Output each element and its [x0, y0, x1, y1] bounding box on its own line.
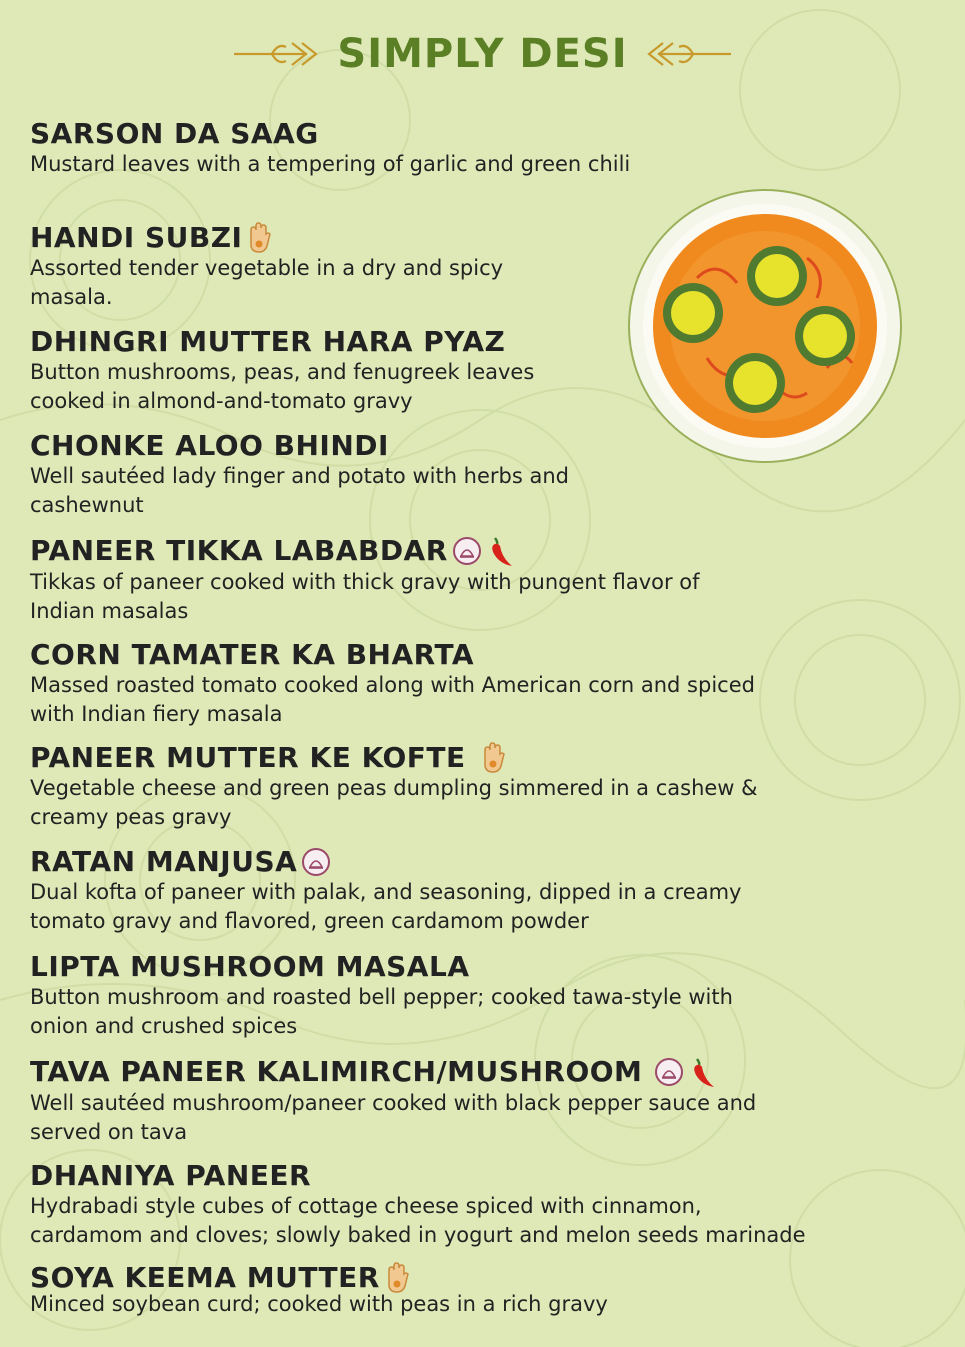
dish-name: RATAN MANJUSA: [30, 845, 298, 878]
desc-line: Assorted tender vegetable in a dry and spicy: [30, 256, 504, 280]
menu-item: [30, 430, 569, 520]
desc-line: cashewnut: [30, 493, 144, 517]
menu-item: [30, 1262, 608, 1319]
menu-item: [30, 326, 534, 416]
dish-name: PANEER TIKKA LABABDAR: [30, 534, 448, 567]
desc-line: with Indian fiery masala: [30, 702, 283, 726]
chef-hand-icon: [246, 222, 272, 254]
chili-icon: [486, 534, 516, 568]
page-title: SIMPLY DESI: [337, 31, 628, 77]
menu-item: [30, 534, 700, 626]
desc-line: cooked in almond-and-tomato gravy: [30, 389, 413, 413]
dish-name: HANDI SUBZI: [30, 221, 243, 254]
menu-item: [30, 222, 503, 312]
dish-description: [30, 983, 733, 1041]
page-header: [0, 22, 965, 86]
menu-item: [30, 118, 630, 179]
signature-dish-icon: [452, 536, 482, 566]
dish-name-row: [30, 222, 503, 254]
desc-line: Well sautéed lady finger and potato with herbs and: [30, 464, 569, 488]
dish-name: DHANIYA PANEER: [30, 1159, 312, 1192]
dish-name: SARSON DA SAAG: [30, 117, 319, 150]
desc-line: Vegetable cheese and green peas dumpling simmered in a cashew &: [30, 776, 758, 800]
desc-line: Button mushroom and roasted bell pepper; cooked tawa-style with: [30, 985, 733, 1009]
desc-line: Dual kofta of paneer with palak, and seasoning, dipped in a creamy: [30, 880, 742, 904]
desc-line: creamy peas gravy: [30, 805, 232, 829]
dish-name-row: [30, 846, 741, 878]
dish-name: SOYA KEEMA MUTTER: [30, 1261, 380, 1294]
dish-name: TAVA PANEER KALIMIRCH/MUSHROOM: [30, 1055, 643, 1088]
signature-dish-icon: [654, 1057, 684, 1087]
desc-line: onion and crushed spices: [30, 1014, 298, 1038]
desc-line: Button mushrooms, peas, and fenugreek leaves: [30, 360, 535, 384]
dish-description: [30, 150, 630, 179]
chef-hand-icon: [480, 742, 506, 774]
dish-description: [30, 1089, 756, 1147]
left-flourish-icon: [232, 37, 327, 71]
desc-line: served on tava: [30, 1120, 188, 1144]
desc-line: Minced soybean curd; cooked with peas in a rich gravy: [30, 1292, 608, 1316]
dish-description: [30, 1192, 806, 1250]
dish-name: CHONKE ALOO BHINDI: [30, 429, 389, 462]
chili-icon: [688, 1055, 718, 1089]
desc-line: masala.: [30, 285, 113, 309]
desc-line: Well sautéed mushroom/paneer cooked with black pepper sauce and: [30, 1091, 757, 1115]
dish-description: [30, 358, 534, 416]
dish-name: LIPTA MUSHROOM MASALA: [30, 950, 470, 983]
dish-description: [30, 1290, 608, 1319]
dish-name-row: [30, 742, 758, 774]
desc-line: Hydrabadi style cubes of cottage cheese spiced with cinnamon,: [30, 1194, 702, 1218]
menu-item: [30, 1160, 806, 1250]
desc-line: Massed roasted tomato cooked along with American corn and spiced: [30, 673, 755, 697]
dish-description: [30, 568, 700, 626]
dish-description: [30, 774, 758, 832]
dish-name: DHINGRI MUTTER HARA PYAZ: [30, 325, 506, 358]
desc-line: tomato gravy and flavored, green cardamom powder: [30, 909, 589, 933]
dish-description: [30, 878, 741, 936]
dish-name: CORN TAMATER KA BHARTA: [30, 638, 475, 671]
dish-photo: [627, 188, 903, 464]
signature-dish-icon: [301, 847, 331, 877]
desc-line: cardamom and cloves; slowly baked in yogurt and melon seeds marinade: [30, 1223, 806, 1247]
desc-line: Mustard leaves with a tempering of garlic and green chili: [30, 152, 631, 176]
desc-line: Indian masalas: [30, 599, 189, 623]
dish-description: [30, 254, 503, 312]
right-flourish-icon: [638, 37, 733, 71]
menu-item: [30, 742, 758, 832]
menu-item: [30, 846, 741, 936]
dish-description: [30, 462, 569, 520]
dish-name: PANEER MUTTER KE KOFTE: [30, 741, 466, 774]
dish-name-row: [30, 1055, 756, 1089]
dish-description: [30, 671, 755, 729]
desc-line: Tikkas of paneer cooked with thick gravy with pungent flavor of: [30, 570, 700, 594]
menu-item: [30, 951, 733, 1041]
dish-name-row: [30, 534, 700, 568]
menu-item: [30, 1055, 756, 1147]
menu-item: [30, 639, 755, 729]
